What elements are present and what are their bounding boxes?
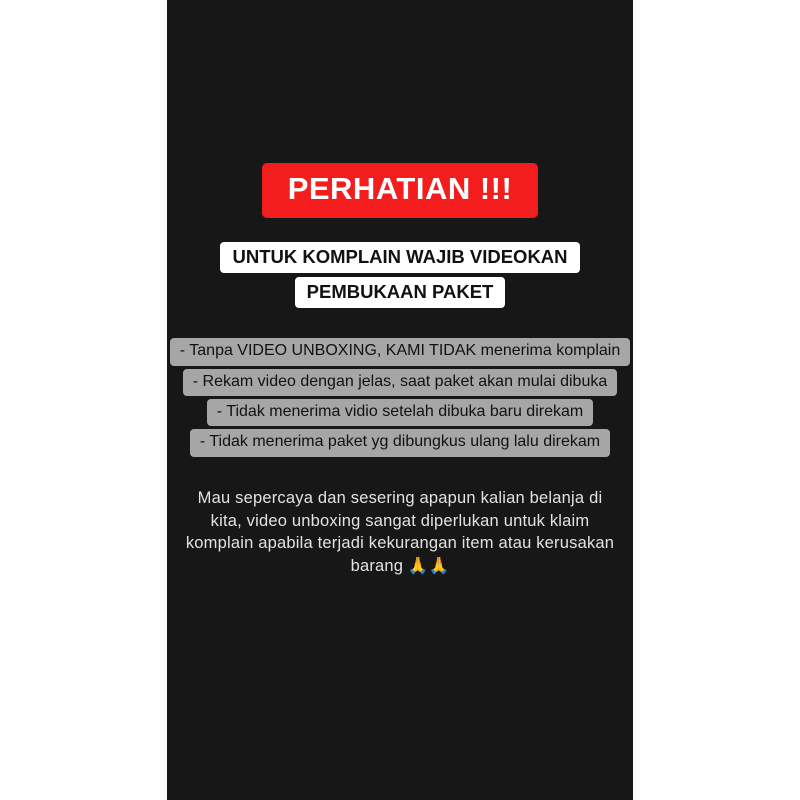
rule-item: - Tidak menerima paket yg dibungkus ulang lalu direkam	[190, 429, 610, 456]
subtitle-block	[167, 242, 633, 309]
subtitle-line: PEMBUKAAN PAKET	[295, 277, 506, 308]
closing-note: Mau sepercaya dan sesering apapun kalian belanja di kita, video unboxing sangat diperlukan untuk klaim komplain apabila terjadi kekurangan item atau kerusakan barang 🙏🙏	[185, 488, 615, 576]
rule-item: - Rekam video dengan jelas, saat paket akan mulai dibuka	[183, 369, 617, 396]
story-poster	[167, 0, 633, 800]
headline-banner: PERHATIAN !!!	[262, 163, 539, 218]
rule-item: - Tidak menerima vidio setelah dibuka baru direkam	[207, 399, 593, 426]
headline-banner-container	[167, 163, 633, 218]
subtitle-line: UNTUK KOMPLAIN WAJIB VIDEOKAN	[220, 242, 579, 273]
rule-item: - Tanpa VIDEO UNBOXING, KAMI TIDAK menerima komplain	[170, 338, 630, 365]
rules-block	[167, 338, 633, 457]
